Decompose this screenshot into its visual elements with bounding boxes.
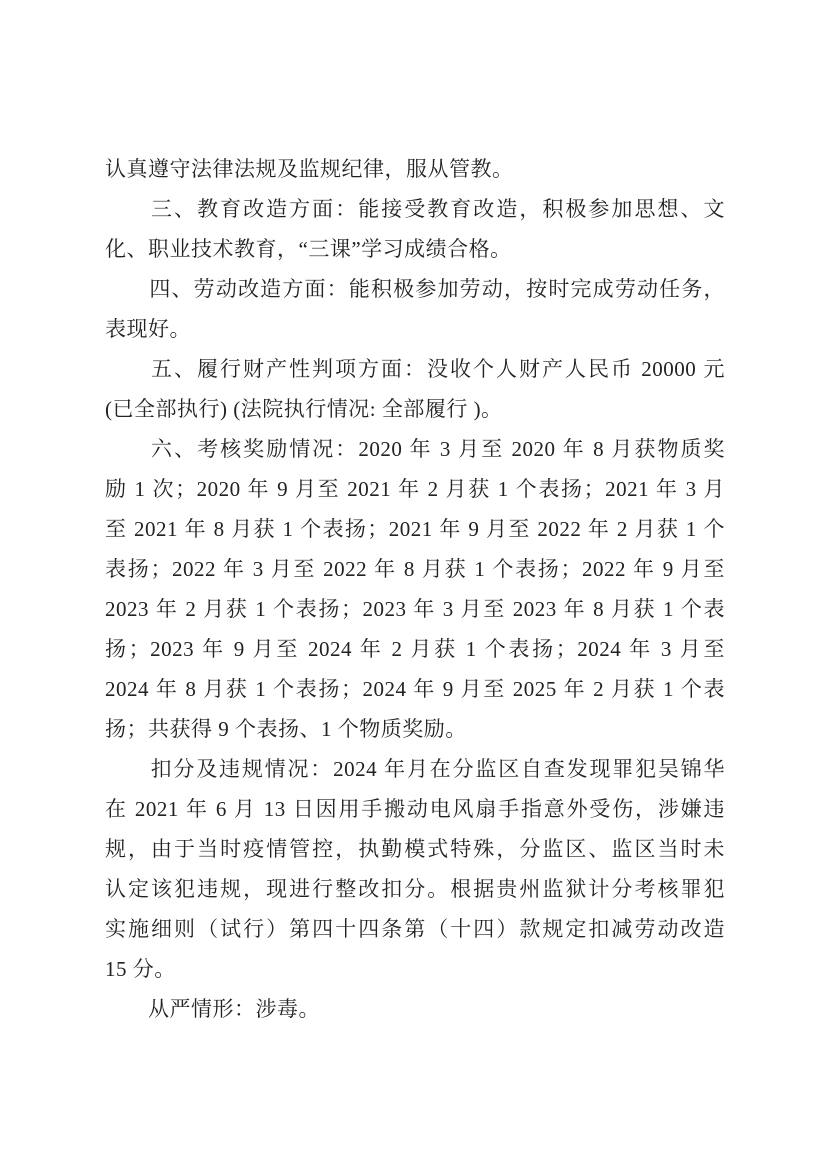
text-line: 在 2021 年 6 月 13 日因用手搬动电风扇手指意外受伤，涉嫌违 xyxy=(105,797,725,821)
text-line: 三、教育改造方面：能接受教育改造，积极参加思想、文 xyxy=(105,197,725,221)
text-line: 扣分及违规情况：2024 年月在分监区自查发现罪犯吴锦华 xyxy=(105,757,725,781)
text-line: 五、履行财产性判项方面：没收个人财产人民币 20000 元 xyxy=(105,357,725,381)
text-line: 表扬；2022 年 3 月至 2022 年 8 月获 1 个表扬；2022 年 9 月至 xyxy=(105,557,725,581)
text-line: 认真遵守法律法规及监规纪律，服从管教。 xyxy=(105,157,514,181)
text-line: 化、职业技术教育，“三课”学习成绩合格。 xyxy=(105,237,512,261)
text-line: 六、考核奖励情况：2020 年 3 月至 2020 年 8 月获物质奖 xyxy=(105,437,725,461)
document-body xyxy=(105,149,725,1029)
text-line: 2023 年 2 月获 1 个表扬；2023 年 3 月至 2023 年 8 月获 1 个表 xyxy=(105,597,725,621)
text-line: 认定该犯违规，现进行整改扣分。根据贵州监狱计分考核罪犯 xyxy=(105,877,725,901)
text-line: (已全部执行) (法院执行情况: 全部履行 )。 xyxy=(105,397,503,421)
text-line: 表现好。 xyxy=(105,317,191,341)
text-line: 2024 年 8 月获 1 个表扬；2024 年 9 月至 2025 年 2 月获 1 个表 xyxy=(105,677,725,701)
text-line: 扬；共获得 9 个表扬、1 个物质奖励。 xyxy=(105,717,467,741)
text-line: 规，由于当时疫情管控，执勤模式特殊，分监区、监区当时未 xyxy=(105,837,725,861)
text-line: 四、劳动改造方面：能积极参加劳动，按时完成劳动任务， xyxy=(105,277,725,301)
text-line: 励 1 次；2020 年 9 月至 2021 年 2 月获 1 个表扬；2021 年 3 月 xyxy=(105,477,725,501)
text-line: 15 分。 xyxy=(105,957,176,981)
text-line: 扬；2023 年 9 月至 2024 年 2 月获 1 个表扬；2024 年 3 月至 xyxy=(105,637,725,661)
text-line: 至 2021 年 8 月获 1 个表扬；2021 年 9 月至 2022 年 2 月获 1 个 xyxy=(105,517,725,541)
text-line: 从严情形：涉毒。 xyxy=(105,997,320,1021)
text-line: 实施细则（试行）第四十四条第（十四）款规定扣减劳动改造 xyxy=(105,917,725,941)
